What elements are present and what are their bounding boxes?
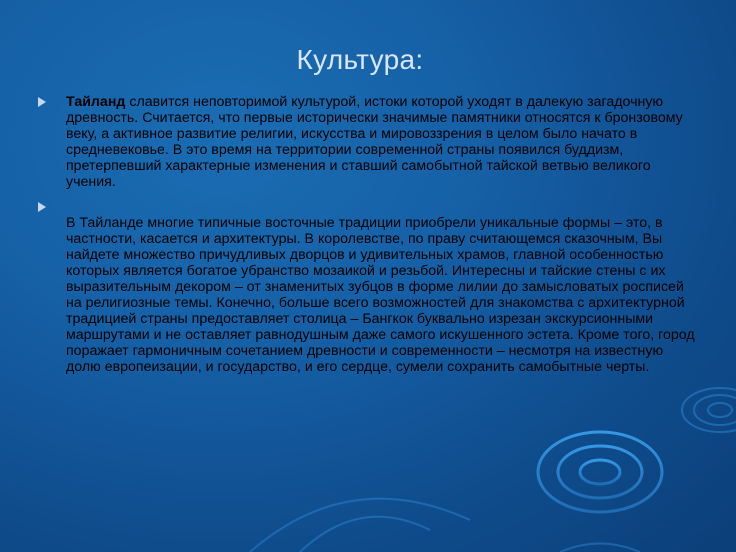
ripple-ring bbox=[558, 446, 642, 498]
ripple-arc bbox=[250, 499, 470, 552]
ripple-arc bbox=[560, 544, 640, 552]
bullet-text: славится неповторимой культурой, истоки которой уходят в далекую загадочную древность. Считается, что первые исторически значимые памятники относятся к бронзовому веку, а активное развитие религии, искусства и мировоззрения в целом было начато в средневековье. В это время на территории современной страны появился буддизм, претерпевший характерные изменения и ставший самобытной тайской ветвью великого учения. bbox=[66, 94, 683, 191]
bullet-arrow-icon bbox=[38, 97, 46, 107]
slide-title: Культура: bbox=[296, 44, 424, 75]
bullet-arrow-icon bbox=[38, 202, 46, 212]
ripple-ring bbox=[708, 403, 732, 417]
ripple-ring bbox=[580, 460, 620, 484]
ripple-ring bbox=[682, 388, 736, 432]
bullet-item bbox=[36, 94, 696, 191]
ripple-arc bbox=[300, 517, 430, 552]
bullet-item bbox=[36, 199, 696, 376]
bullet-text: В Тайланде многие типичные восточные традиции приобрели уникальные формы – это, в частности, касается и архитектуры. В королевстве, по праву считающемся сказочным, Вы найдете множество причудливых дворцов и удивительных храмов, главной особенностью которых является богатое убранство мозаикой и резьбой. Интересны и тайские стены с их выразительным декором – от знаменитых зубцов в форме лилии до замысловатых росписей на религиозные темы. Конечно, больше всего возможностей для знакомства с архитектурной традицией страны предоставляет столица – Бангкок буквально изрезан экскурсионными маршрутами и не оставляет равнодушным даже самого искушенного эстета. Кроме того, город поражает гармоничным сочетанием древности и современности – несмотря на известную долю европеизации, и государство, и его сердце, сумели сохранить самобытные черты. bbox=[66, 214, 695, 376]
ripple-ring bbox=[538, 432, 662, 512]
ripple-ring bbox=[694, 395, 736, 425]
slide-content bbox=[36, 94, 696, 376]
bullet-lead: Тайланд bbox=[66, 94, 126, 110]
